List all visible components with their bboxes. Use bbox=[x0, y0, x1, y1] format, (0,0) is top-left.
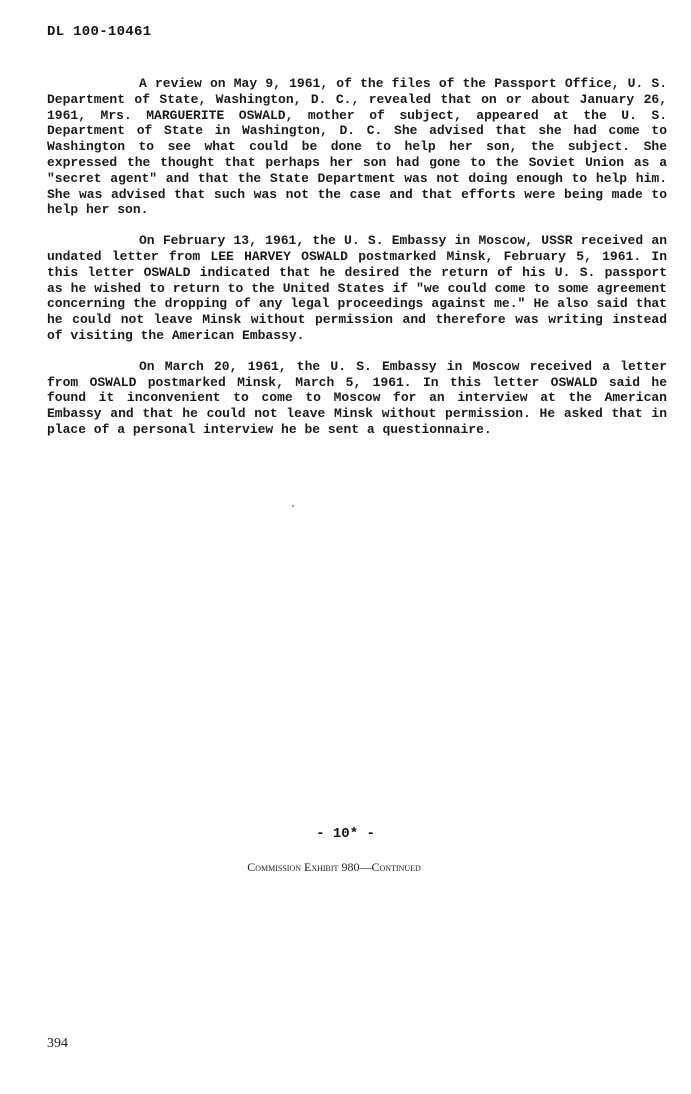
exhibit-caption: Commission Exhibit 980—Continued bbox=[247, 860, 421, 874]
scan-speck bbox=[292, 505, 294, 507]
paragraph-passport-review: A review on May 9, 1961, of the files of the Passport Office, U. S. Department of State, Washington, D. C., revealed that on or about January 26, 1961, Mrs. MARGUERITE OSWALD, mother of subject, appeared at the U. S. Department of State in Washington, D. C. She advised that she had come to Washington to see what could be done to help her son, the subject. She expressed the thought that perhaps her son had gone to the Soviet Union as a "secret agent" and that the State Department was not doing enough to help him. She was advised that such was not the case and that efforts were being made to help her son. bbox=[47, 76, 675, 218]
volume-page-number: 394 bbox=[47, 1036, 68, 1051]
paragraph-march-letter: On March 20, 1961, the U. S. Embassy in Moscow received a letter from OSWALD postmarked Minsk, March 5, 1961. In this letter OSWALD said he found it inconvenient to come to Moscow for an interview at the American Embassy and that he could not leave Minsk without permission. He asked that in place of a personal interview he be sent a questionnaire. bbox=[47, 358, 675, 437]
paragraph-february-letter: On February 13, 1961, the U. S. Embassy in Moscow, USSR received an undated letter from LEE HARVEY OSWALD postmarked Minsk, February 5, 1961. In this letter OSWALD indicated that he desired the return of his U. S. passport as he wished to return to the United States if "we could come to some agreement concerning the dropping of any legal proceedings against me." He also said that he could not leave Minsk without permission and therefore was writing instead of visiting the American Embassy. bbox=[47, 233, 675, 343]
file-number: DL 100-10461 bbox=[47, 24, 152, 40]
page-number: - 10* - bbox=[316, 826, 375, 842]
document-body bbox=[47, 76, 675, 453]
